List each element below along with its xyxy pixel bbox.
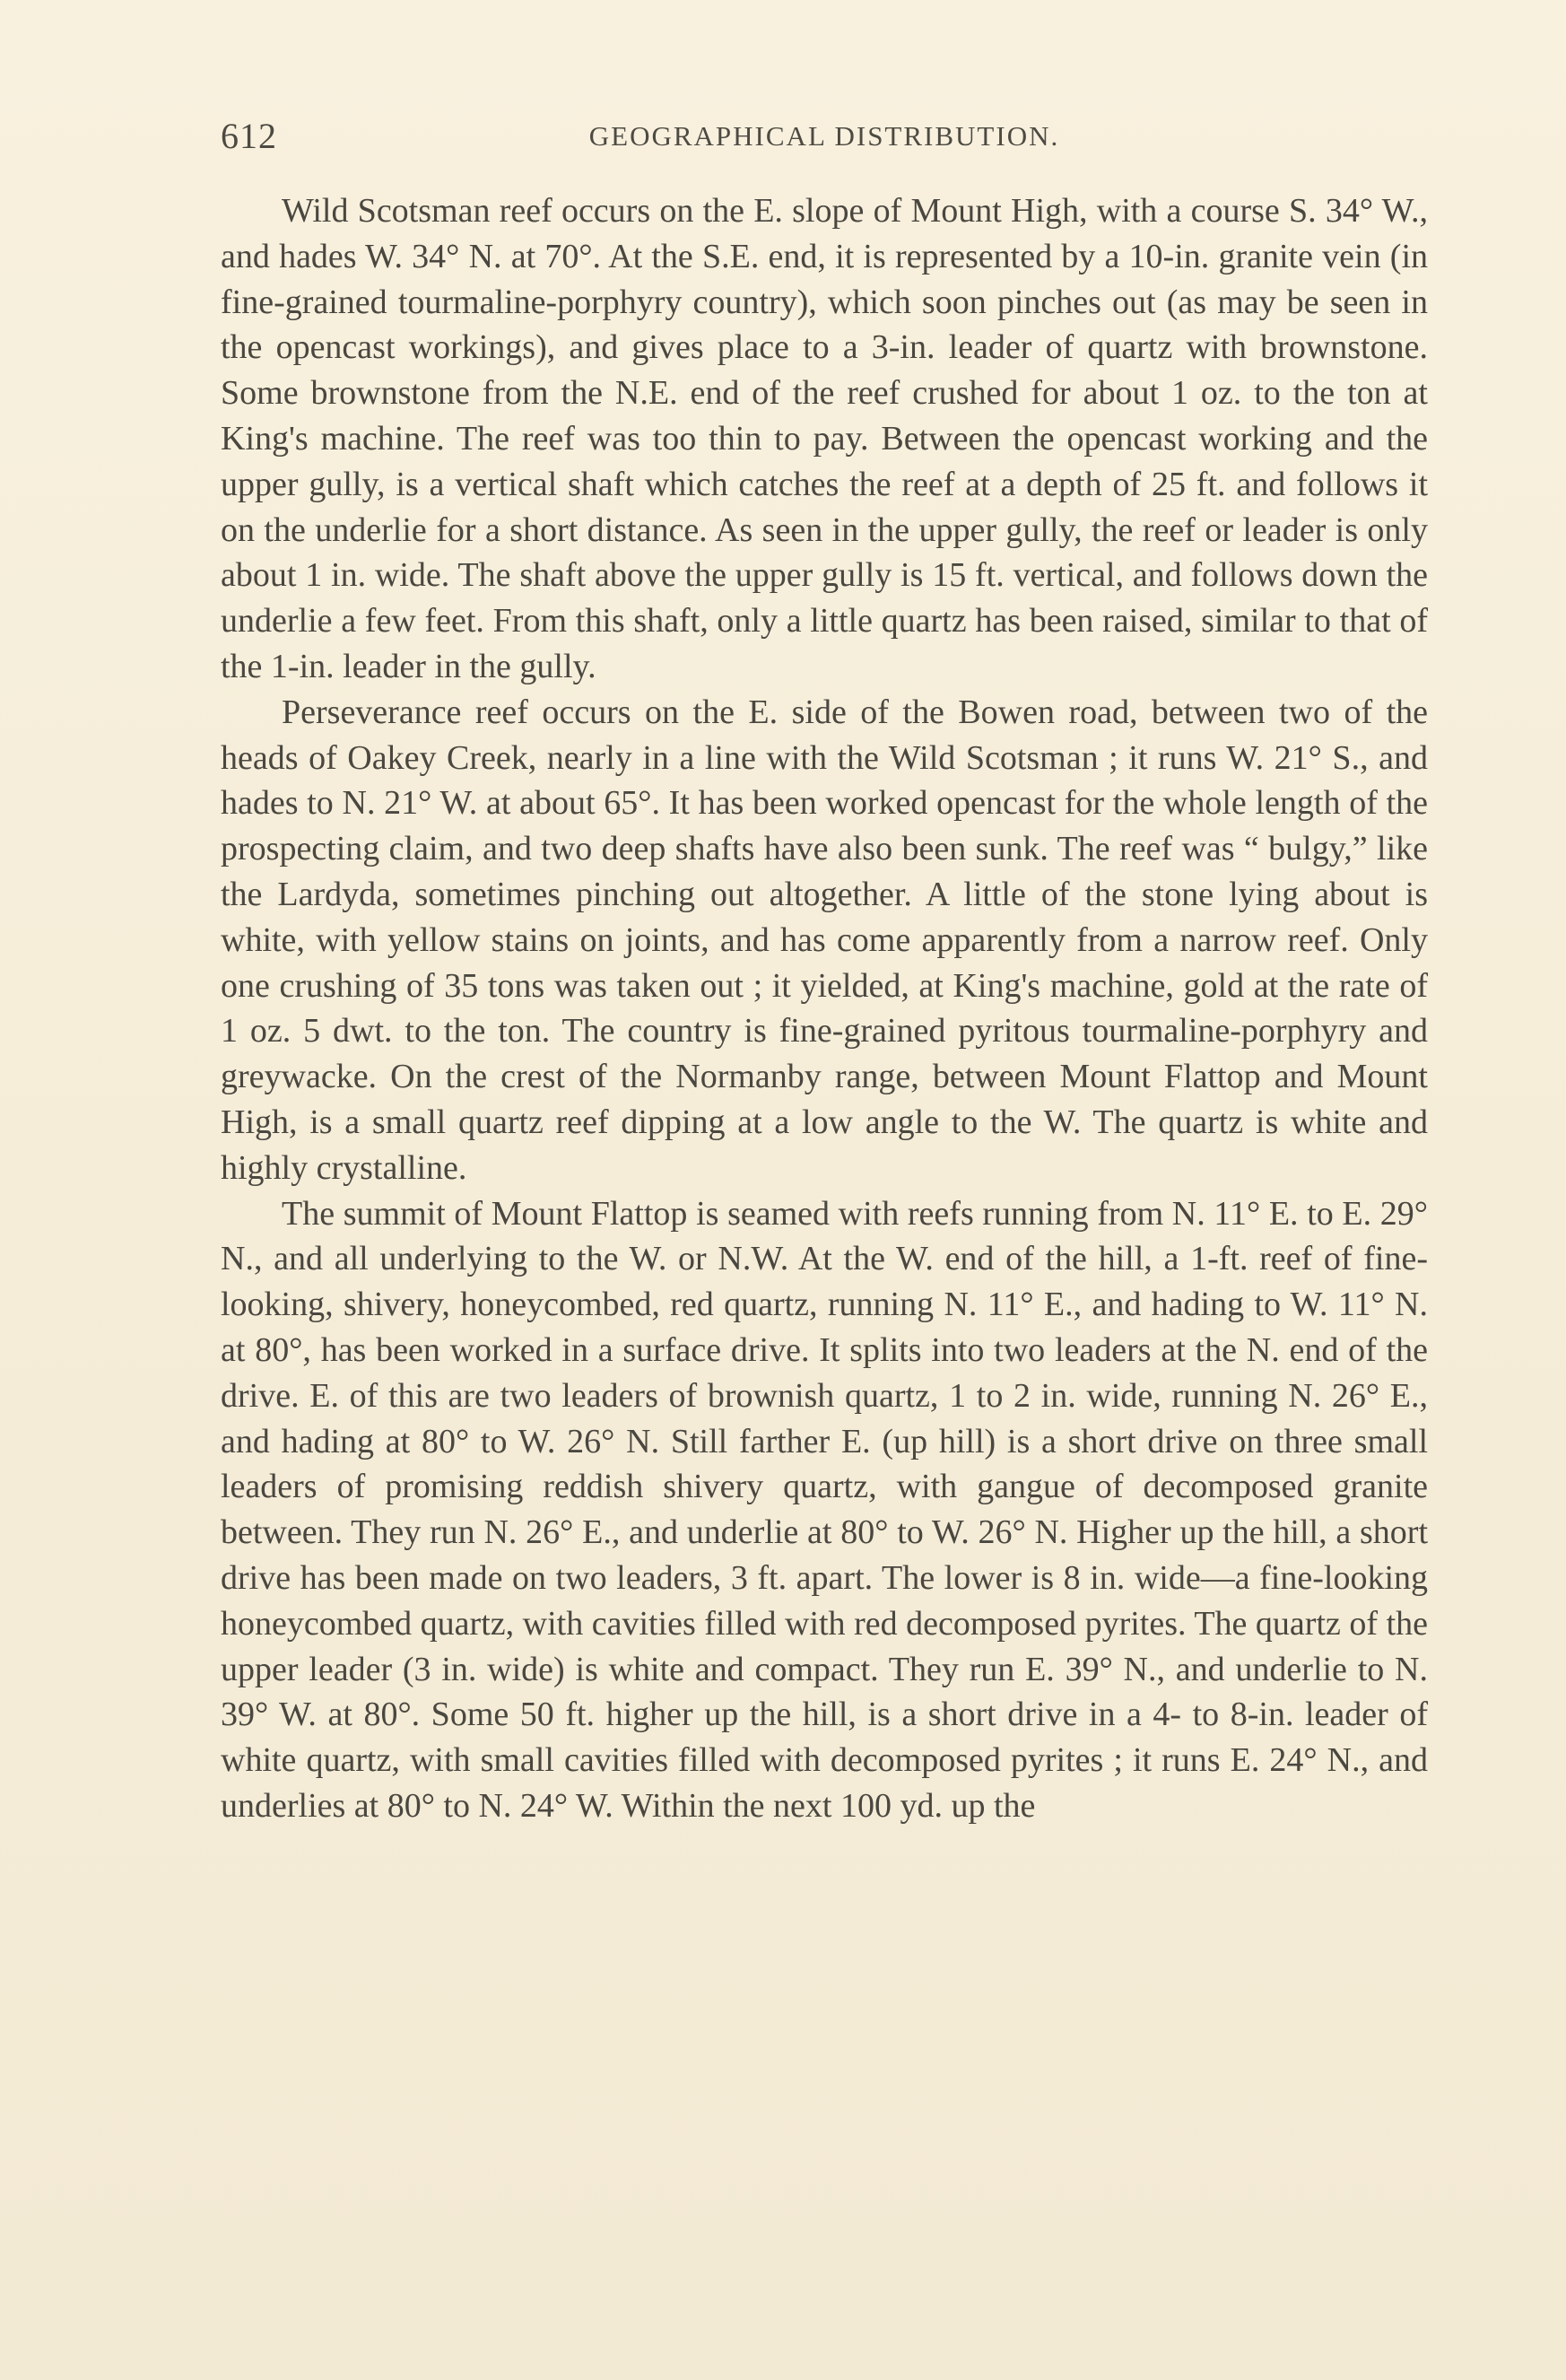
page-number: 612 xyxy=(221,116,277,156)
body-text xyxy=(221,188,1428,1829)
running-header xyxy=(221,115,1428,169)
running-title: GEOGRAPHICAL DISTRIBUTION. xyxy=(588,120,1060,152)
paragraph-wild-scotsman-reef: Wild Scotsman reef occurs on the E. slope of Mount High, with a course S. 34° W., and hades W. 34° N. at 70°. At the S.E. end, it is represented by a 10-in. granite vein (in fine-grained tourmaline-porphyry country), which soon pinches out (as may be seen in the opencast workings), and gives place to a 3-in. leader of quartz with brownstone. Some brownstone from the N.E. end of the reef crushed for about 1 oz. to the ton at King's machine. The reef was too thin to pay. Between the opencast working and the upper gully, is a vertical shaft which catches the reef at a depth of 25 ft. and follows it on the underlie for a short distance. As seen in the upper gully, the reef or leader is only about 1 in. wide. The shaft above the upper gully is 15 ft. vertical, and follows down the underlie a few feet. From this shaft, only a little quartz has been raised, similar to that of the 1-in. leader in the gully. xyxy=(221,192,1428,685)
paragraph-mount-flattop: The summit of Mount Flattop is seamed with reefs running from N. 11° E. to E. 29° N., and all underlying to the W. or N.W. At the W. end of the hill, a 1-ft. reef of fine-looking, shivery, honeycombed, red quartz, running N. 11° E., and hading to W. 11° N. at 80°, has been worked in a surface drive. It splits into two leaders at the N. end of the drive. E. of this are two leaders of brownish quartz, 1 to 2 in. wide, running N. 26° E., and hading at 80° to W. 26° N. Still farther E. (up hill) is a short drive on three small leaders of promising reddish shivery quartz, with gangue of decomposed granite between. They run N. 26° E., and underlie at 80° to W. 26° N. Higher up the hill, a short drive has been made on two leaders, 3 ft. apart. The lower is 8 in. wide—a fine-looking honeycombed quartz, with cavities filled with red decomposed pyrites. The quartz of the upper leader (3 in. wide) is white and compact. They run E. 39° N., and underlie to N. 39° W. at 80°. Some 50 ft. higher up the hill, is a short drive in a 4- to 8-in. leader of white quartz, with small cavities filled with decomposed pyrites ; it runs E. 24° N., and underlies at 80° to N. 24° W. Within the next 100 yd. up the xyxy=(221,1194,1428,1825)
paragraph-perseverance-reef: Perseverance reef occurs on the E. side of the Bowen road, between two of the heads of Oakey Creek, nearly in a line with the Wild Scotsman ; it runs W. 21° S., and hades to N. 21° W. at about 65°. It has been worked opencast for the whole length of the prospecting claim, and two deep shafts have also been sunk. The reef was “ bulgy,” like the Lardyda, sometimes pinching out altogether. A little of the stone lying about is white, with yellow stains on joints, and has come apparently from a narrow reef. Only one crushing of 35 tons was taken out ; it yielded, at King's machine, gold at the rate of 1 oz. 5 dwt. to the ton. The country is fine-grained pyritous tourmaline-porphyry and greywacke. On the crest of the Normanby range, between Mount Flattop and Mount High, is a small quartz reef dipping at a low angle to the W. The quartz is white and highly crystalline. xyxy=(221,693,1428,1187)
